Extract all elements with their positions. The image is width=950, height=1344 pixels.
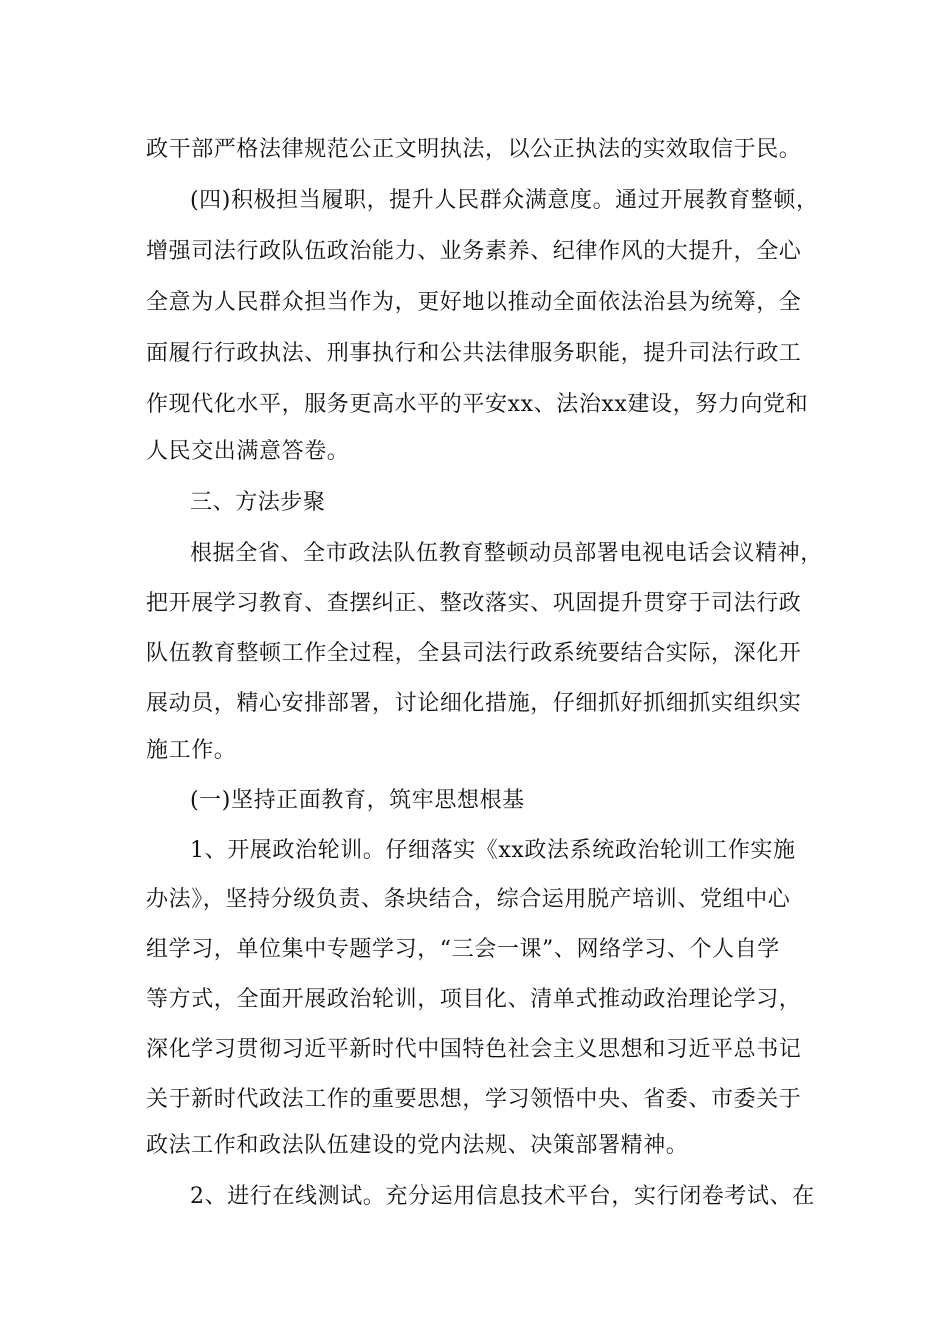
text-line: 人民交出满意答卷。 — [146, 439, 350, 464]
text-line: 施工作。 — [146, 738, 237, 763]
text-line: 等方式，全面开展政治轮训，项目化、清单式推动政治理论学习， — [146, 987, 802, 1012]
text-line: 关于新时代政法工作的重要思想，学习领悟中央、省委、市委关于 — [146, 1087, 802, 1112]
text-line: 深化学习贯彻习近平新时代中国特色社会主义思想和习近平总书记 — [146, 1037, 802, 1062]
text-line: 2、进行在线测试。充分运用信息技术平台，实行闭卷考试、在 — [190, 1184, 815, 1209]
text-line: 1、开展政治轮训。仔细落实《xx政法系统政治轮训工作实施 — [190, 838, 796, 863]
text-line: 政法工作和政法队伍建设的党内法规、决策部署精神。 — [146, 1133, 689, 1158]
text-line: 面履行行政执法、刑事执行和公共法律服务职能，提升司法行政工 — [146, 341, 802, 366]
subsection-heading: (一)坚持正面教育，筑牢思想根基 — [190, 788, 525, 813]
text-line: 全意为人民群众担当作为，更好地以推动全面依法治县为统筹，全 — [146, 290, 802, 315]
text-line: (四)积极担当履职，提升人民群众满意度。通过开展教育整顿， — [190, 188, 819, 213]
text-line: 组学习，单位集中专题学习，“三会一课”、网络学习、个人自学 — [146, 937, 780, 962]
text-line: 根据全省、全市政法队伍教育整顿动员部署电视电话会议精神， — [190, 541, 823, 566]
text-line: 政干部严格法律规范公正文明执法，以公正执法的实效取信于民。 — [146, 137, 802, 162]
text-line: 把开展学习教育、查摆纠正、整改落实、巩固提升贯穿于司法行政 — [146, 591, 802, 616]
text-line: 作现代化水平，服务更高水平的平安xx、法治xx建设，努力向党和 — [146, 392, 809, 417]
text-line: 展动员，精心安排部署，讨论细化措施，仔细抓好抓细抓实组织实 — [146, 691, 802, 716]
section-heading: 三、方法步聚 — [190, 490, 326, 515]
text-line: 增强司法行政队伍政治能力、业务素养、纪律作风的大提升，全心 — [146, 239, 802, 264]
text-line: 队伍教育整顿工作全过程，全县司法行政系统要结合实际，深化开 — [146, 641, 802, 666]
text-line: 办法》，坚持分级负责、条块结合，综合运用脱产培训、党组中心 — [146, 887, 791, 912]
